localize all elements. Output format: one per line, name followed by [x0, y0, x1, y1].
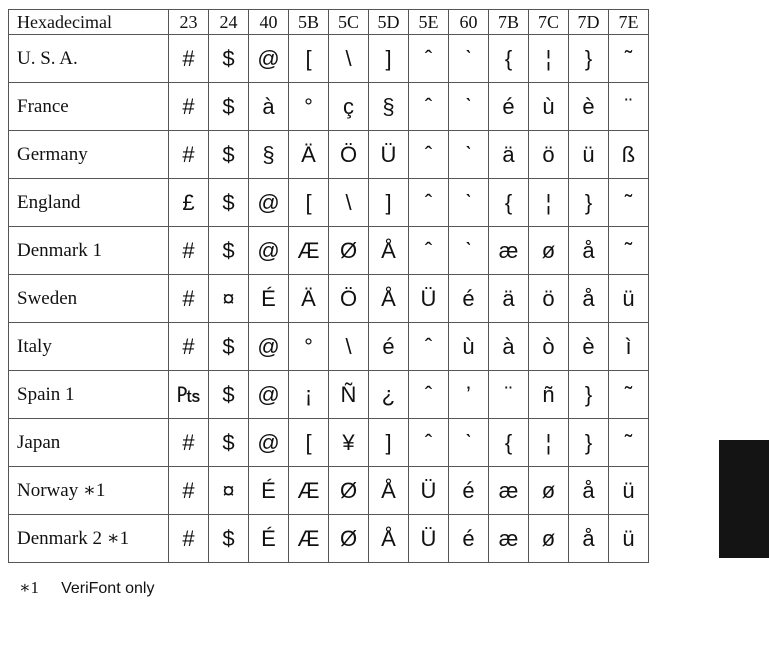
character-cell: Ö	[329, 275, 369, 323]
table-row	[9, 179, 649, 227]
character-cell: #	[169, 419, 209, 467]
character-cell: ß	[609, 131, 649, 179]
table-row	[9, 83, 649, 131]
character-cell: #	[169, 323, 209, 371]
character-cell: $	[209, 179, 249, 227]
character-cell: æ	[489, 227, 529, 275]
character-cell: @	[249, 179, 289, 227]
character-cell: ˆ	[409, 419, 449, 467]
hex-code-header: 23	[169, 10, 209, 35]
character-cell: ¤	[209, 467, 249, 515]
character-cell: ò	[529, 323, 569, 371]
character-cell: °	[289, 83, 329, 131]
character-cell: Ä	[289, 275, 329, 323]
character-cell: ¦	[529, 179, 569, 227]
character-cell: }	[569, 35, 609, 83]
character-cell: $	[209, 131, 249, 179]
character-cell: $	[209, 371, 249, 419]
character-cell: $	[209, 323, 249, 371]
character-cell: à	[489, 323, 529, 371]
character-cell: Ü	[409, 467, 449, 515]
country-name: Spain 1	[9, 371, 169, 419]
country-name: U. S. A.	[9, 35, 169, 83]
character-cell: @	[249, 227, 289, 275]
character-cell: ì	[609, 323, 649, 371]
character-cell: æ	[489, 515, 529, 563]
character-cell: §	[369, 83, 409, 131]
character-cell: è	[569, 323, 609, 371]
character-cell: #	[169, 227, 209, 275]
character-cell: §	[249, 131, 289, 179]
character-cell: ü	[569, 131, 609, 179]
character-cell: ˆ	[409, 227, 449, 275]
hex-code-header: 24	[209, 10, 249, 35]
character-cell: æ	[489, 467, 529, 515]
character-cell: Æ	[289, 227, 329, 275]
character-cell: \	[329, 179, 369, 227]
table-row	[9, 323, 649, 371]
character-cell: {	[489, 179, 529, 227]
footnote-text: VeriFont only	[61, 580, 155, 597]
table-row	[9, 131, 649, 179]
character-cell: ˜	[609, 179, 649, 227]
character-cell: é	[449, 275, 489, 323]
hex-code-header: 7B	[489, 10, 529, 35]
character-cell: $	[209, 227, 249, 275]
character-cell: ä	[489, 275, 529, 323]
character-cell: ˜	[609, 35, 649, 83]
character-set-table	[8, 9, 649, 563]
character-cell: Å	[369, 467, 409, 515]
character-cell: \	[329, 323, 369, 371]
character-cell: #	[169, 83, 209, 131]
character-cell: Æ	[289, 467, 329, 515]
character-cell: ˋ	[449, 83, 489, 131]
character-cell: ˜	[609, 419, 649, 467]
header-row	[9, 10, 649, 35]
hex-code-header: 7E	[609, 10, 649, 35]
table-header	[9, 10, 649, 35]
character-cell: É	[249, 275, 289, 323]
hex-code-header: 7C	[529, 10, 569, 35]
character-cell: }	[569, 179, 609, 227]
country-name: Italy	[9, 323, 169, 371]
character-cell: \	[329, 35, 369, 83]
character-cell: Ü	[409, 275, 449, 323]
character-cell: Æ	[289, 515, 329, 563]
country-name: Denmark 2 ∗1	[9, 515, 169, 563]
character-cell: é	[449, 467, 489, 515]
hex-code-header: 5B	[289, 10, 329, 35]
character-cell: å	[569, 275, 609, 323]
footnote-mark: ∗1	[19, 578, 40, 597]
character-cell: ˋ	[449, 419, 489, 467]
character-cell: [	[289, 419, 329, 467]
character-cell: ˜	[609, 371, 649, 419]
character-cell: ˋ	[449, 227, 489, 275]
table-body	[9, 35, 649, 563]
character-cell: É	[249, 515, 289, 563]
character-cell: Ä	[289, 131, 329, 179]
character-cell: $	[209, 419, 249, 467]
country-name: Sweden	[9, 275, 169, 323]
character-cell: ₧	[169, 371, 209, 419]
hexadecimal-header: Hexadecimal	[9, 10, 169, 35]
character-cell: ñ	[529, 371, 569, 419]
country-name: Norway ∗1	[9, 467, 169, 515]
character-cell: @	[249, 371, 289, 419]
character-cell: ˆ	[409, 323, 449, 371]
country-name: Germany	[9, 131, 169, 179]
character-cell: ˆ	[409, 371, 449, 419]
character-cell: å	[569, 467, 609, 515]
character-cell: ¨	[489, 371, 529, 419]
character-cell: @	[249, 323, 289, 371]
character-cell: ]	[369, 419, 409, 467]
character-cell: ¥	[329, 419, 369, 467]
character-cell: é	[369, 323, 409, 371]
hex-code-header: 60	[449, 10, 489, 35]
character-cell: °	[289, 323, 329, 371]
character-cell: ä	[489, 131, 529, 179]
table-row	[9, 419, 649, 467]
character-cell: ˆ	[409, 83, 449, 131]
character-cell: #	[169, 467, 209, 515]
character-cell: ù	[449, 323, 489, 371]
character-cell: è	[569, 83, 609, 131]
character-cell: Ü	[369, 131, 409, 179]
character-cell: $	[209, 515, 249, 563]
character-cell: å	[569, 227, 609, 275]
character-cell: ˜	[609, 227, 649, 275]
hex-code-header: 5D	[369, 10, 409, 35]
section-tab-marker	[719, 440, 769, 558]
character-cell: Ø	[329, 467, 369, 515]
country-name: England	[9, 179, 169, 227]
country-name: Japan	[9, 419, 169, 467]
character-cell: ˆ	[409, 131, 449, 179]
character-cell: ˋ	[449, 131, 489, 179]
country-name: Denmark 1	[9, 227, 169, 275]
character-cell: ø	[529, 227, 569, 275]
character-cell: ö	[529, 275, 569, 323]
character-cell: Å	[369, 515, 409, 563]
character-cell: ¤	[209, 275, 249, 323]
table-row	[9, 275, 649, 323]
character-cell: Ø	[329, 227, 369, 275]
character-cell: ’	[449, 371, 489, 419]
character-cell: Å	[369, 227, 409, 275]
character-cell: ü	[609, 275, 649, 323]
character-cell: [	[289, 35, 329, 83]
character-cell: ¿	[369, 371, 409, 419]
table-row	[9, 467, 649, 515]
character-cell: ]	[369, 35, 409, 83]
character-cell: #	[169, 515, 209, 563]
character-cell: #	[169, 275, 209, 323]
character-cell: ü	[609, 515, 649, 563]
hex-code-header: 5E	[409, 10, 449, 35]
character-cell: [	[289, 179, 329, 227]
character-cell: à	[249, 83, 289, 131]
character-cell: Å	[369, 275, 409, 323]
character-cell: ¦	[529, 35, 569, 83]
character-cell: ]	[369, 179, 409, 227]
footnote	[19, 578, 154, 598]
character-cell: é	[449, 515, 489, 563]
character-cell: ˋ	[449, 179, 489, 227]
character-cell: ù	[529, 83, 569, 131]
character-cell: ¡	[289, 371, 329, 419]
character-cell: É	[249, 467, 289, 515]
character-cell: #	[169, 131, 209, 179]
character-cell: ø	[529, 467, 569, 515]
character-cell: ü	[609, 467, 649, 515]
character-cell: ¨	[609, 83, 649, 131]
character-cell: Ø	[329, 515, 369, 563]
character-cell: @	[249, 35, 289, 83]
character-cell: $	[209, 83, 249, 131]
character-cell: }	[569, 419, 609, 467]
character-cell: ö	[529, 131, 569, 179]
character-cell: {	[489, 419, 529, 467]
character-cell: Ñ	[329, 371, 369, 419]
hex-code-header: 5C	[329, 10, 369, 35]
character-cell: ˆ	[409, 35, 449, 83]
character-cell: ç	[329, 83, 369, 131]
table-row	[9, 227, 649, 275]
character-cell: #	[169, 35, 209, 83]
character-cell: å	[569, 515, 609, 563]
character-cell: ø	[529, 515, 569, 563]
table-row	[9, 371, 649, 419]
country-name: France	[9, 83, 169, 131]
table-row	[9, 515, 649, 563]
hex-code-header: 7D	[569, 10, 609, 35]
character-cell: Ö	[329, 131, 369, 179]
table-row	[9, 35, 649, 83]
character-cell: @	[249, 419, 289, 467]
hex-code-header: 40	[249, 10, 289, 35]
character-cell: Ü	[409, 515, 449, 563]
character-cell: ¦	[529, 419, 569, 467]
character-cell: }	[569, 371, 609, 419]
character-cell: {	[489, 35, 529, 83]
character-cell: ˋ	[449, 35, 489, 83]
character-cell: ˆ	[409, 179, 449, 227]
character-cell: é	[489, 83, 529, 131]
character-cell: £	[169, 179, 209, 227]
character-cell: $	[209, 35, 249, 83]
